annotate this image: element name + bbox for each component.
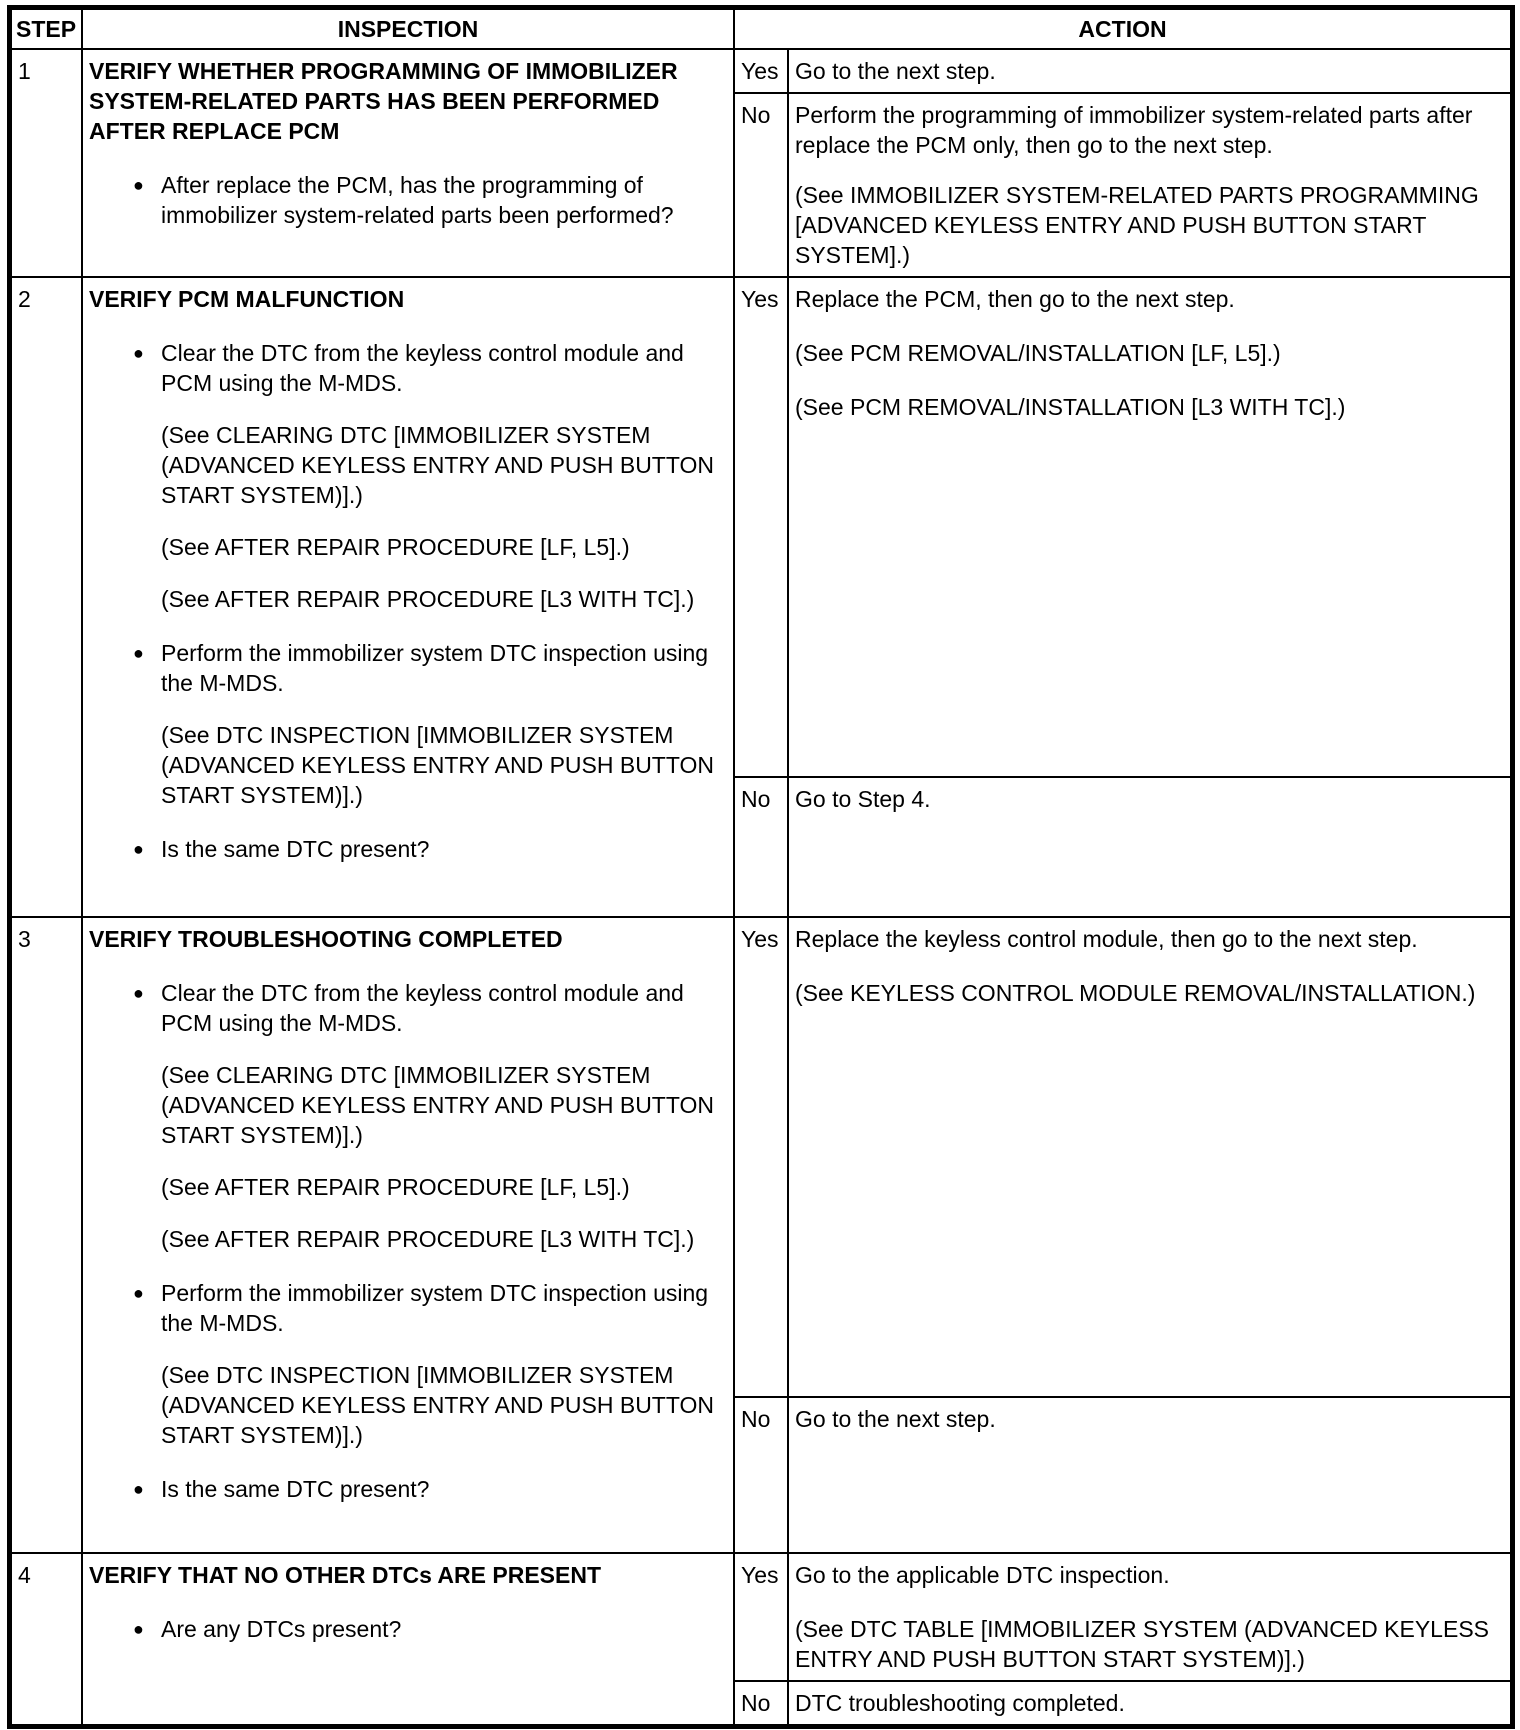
diagnostic-procedure-table — [10, 8, 1512, 1726]
yes-label: Yes — [734, 1553, 788, 1681]
action-text: Go to the applicable DTC inspection. — [795, 1562, 1170, 1588]
bullet-icon: ● — [133, 1283, 144, 1303]
inspection-bullet: ● After replace the PCM, has the programming of immobilizer system-related parts been performed? — [133, 172, 674, 228]
yes-label: Yes — [734, 277, 788, 777]
no-label: No — [734, 777, 788, 917]
yes-action-cell — [788, 1553, 1511, 1681]
action-reference: (See DTC TABLE [IMMOBILIZER SYSTEM (ADVANCED KEYLESS ENTRY AND PUSH BUTTON START SYSTEM)].) — [795, 1616, 1489, 1672]
step-number: 1 — [11, 49, 82, 277]
step-column-header: STEP — [11, 9, 82, 49]
no-action-cell — [788, 777, 1511, 917]
action-text: Go to Step 4. — [795, 786, 931, 812]
step-number: 3 — [11, 917, 82, 1553]
action-text: Go to the next step. — [795, 58, 996, 84]
inspection-cell — [82, 49, 734, 277]
inspection-bullet: ● Clear the DTC from the keyless control module and PCM using the M-MDS. — [133, 340, 684, 396]
action-text: Replace the PCM, then go to the next step. — [795, 286, 1235, 312]
inspection-reference: (See DTC INSPECTION [IMMOBILIZER SYSTEM (ADVANCED KEYLESS ENTRY AND PUSH BUTTON START SYSTEM)].) — [161, 1362, 714, 1448]
bullet-icon: ● — [133, 1619, 144, 1639]
table-header-row — [11, 9, 1511, 49]
yes-action-cell — [788, 49, 1511, 93]
action-column-header: ACTION — [734, 9, 1511, 49]
inspection-reference: (See DTC INSPECTION [IMMOBILIZER SYSTEM (ADVANCED KEYLESS ENTRY AND PUSH BUTTON START SYSTEM)].) — [161, 722, 714, 808]
step-heading: VERIFY WHETHER PROGRAMMING OF IMMOBILIZER SYSTEM-RELATED PARTS HAS BEEN PERFORMED AFTER REPLACE PCM — [89, 58, 678, 144]
step-heading: VERIFY THAT NO OTHER DTCs ARE PRESENT — [89, 1562, 602, 1588]
step-heading: VERIFY TROUBLESHOOTING COMPLETED — [89, 926, 563, 952]
action-reference: (See PCM REMOVAL/INSTALLATION [LF, L5].) — [795, 340, 1281, 366]
inspection-column-header: INSPECTION — [82, 9, 734, 49]
bullet-icon: ● — [133, 175, 144, 195]
action-reference: (See PCM REMOVAL/INSTALLATION [L3 WITH TC].) — [795, 394, 1346, 420]
action-reference: (See IMMOBILIZER SYSTEM-RELATED PARTS PROGRAMMING [ADVANCED KEYLESS ENTRY AND PUSH BUTTON START SYSTEM].) — [795, 182, 1479, 268]
action-text: DTC troubleshooting completed. — [795, 1690, 1125, 1716]
inspection-reference: (See AFTER REPAIR PROCEDURE [LF, L5].) — [161, 534, 630, 560]
inspection-reference: (See AFTER REPAIR PROCEDURE [L3 WITH TC].) — [161, 586, 695, 612]
inspection-bullet: ● Is the same DTC present? — [133, 1476, 430, 1502]
action-text: Replace the keyless control module, then go to the next step. — [795, 926, 1418, 952]
inspection-reference: (See CLEARING DTC [IMMOBILIZER SYSTEM (ADVANCED KEYLESS ENTRY AND PUSH BUTTON START SYSTEM)].) — [161, 422, 714, 508]
diagnostic-procedure-sheet — [10, 8, 1510, 1724]
inspection-cell — [82, 1553, 734, 1725]
no-label: No — [734, 93, 788, 277]
yes-label: Yes — [734, 917, 788, 1397]
inspection-reference: (See AFTER REPAIR PROCEDURE [LF, L5].) — [161, 1174, 630, 1200]
table-row — [11, 277, 1511, 777]
inspection-cell — [82, 917, 734, 1553]
inspection-bullet: ● Perform the immobilizer system DTC inspection using the M-MDS. — [133, 1280, 709, 1336]
step-number: 4 — [11, 1553, 82, 1725]
action-text: Perform the programming of immobilizer system-related parts after replace the PCM only, then go to the next step. — [795, 102, 1473, 158]
no-label: No — [734, 1397, 788, 1553]
inspection-reference: (See AFTER REPAIR PROCEDURE [L3 WITH TC].) — [161, 1226, 695, 1252]
bullet-icon: ● — [133, 343, 144, 363]
bullet-icon: ● — [133, 1479, 144, 1499]
inspection-bullet: ● Clear the DTC from the keyless control module and PCM using the M-MDS. — [133, 980, 684, 1036]
inspection-cell — [82, 277, 734, 917]
table-row — [11, 1553, 1511, 1681]
table-row — [11, 49, 1511, 93]
no-label: No — [734, 1681, 788, 1725]
yes-action-cell — [788, 277, 1511, 777]
inspection-bullet: ● Are any DTCs present? — [133, 1616, 402, 1642]
inspection-bullet: ● Perform the immobilizer system DTC inspection using the M-MDS. — [133, 640, 709, 696]
no-action-cell — [788, 1397, 1511, 1553]
bullet-icon: ● — [133, 643, 144, 663]
step-heading: VERIFY PCM MALFUNCTION — [89, 286, 405, 312]
inspection-bullet: ● Is the same DTC present? — [133, 836, 430, 862]
table-row — [11, 917, 1511, 1397]
bullet-icon: ● — [133, 983, 144, 1003]
inspection-reference: (See CLEARING DTC [IMMOBILIZER SYSTEM (ADVANCED KEYLESS ENTRY AND PUSH BUTTON START SYSTEM)].) — [161, 1062, 714, 1148]
no-action-cell — [788, 1681, 1511, 1725]
step-number: 2 — [11, 277, 82, 917]
no-action-cell — [788, 93, 1511, 277]
yes-label: Yes — [734, 49, 788, 93]
action-reference: (See KEYLESS CONTROL MODULE REMOVAL/INSTALLATION.) — [795, 980, 1476, 1006]
yes-action-cell — [788, 917, 1511, 1397]
action-text: Go to the next step. — [795, 1406, 996, 1432]
bullet-icon: ● — [133, 839, 144, 859]
